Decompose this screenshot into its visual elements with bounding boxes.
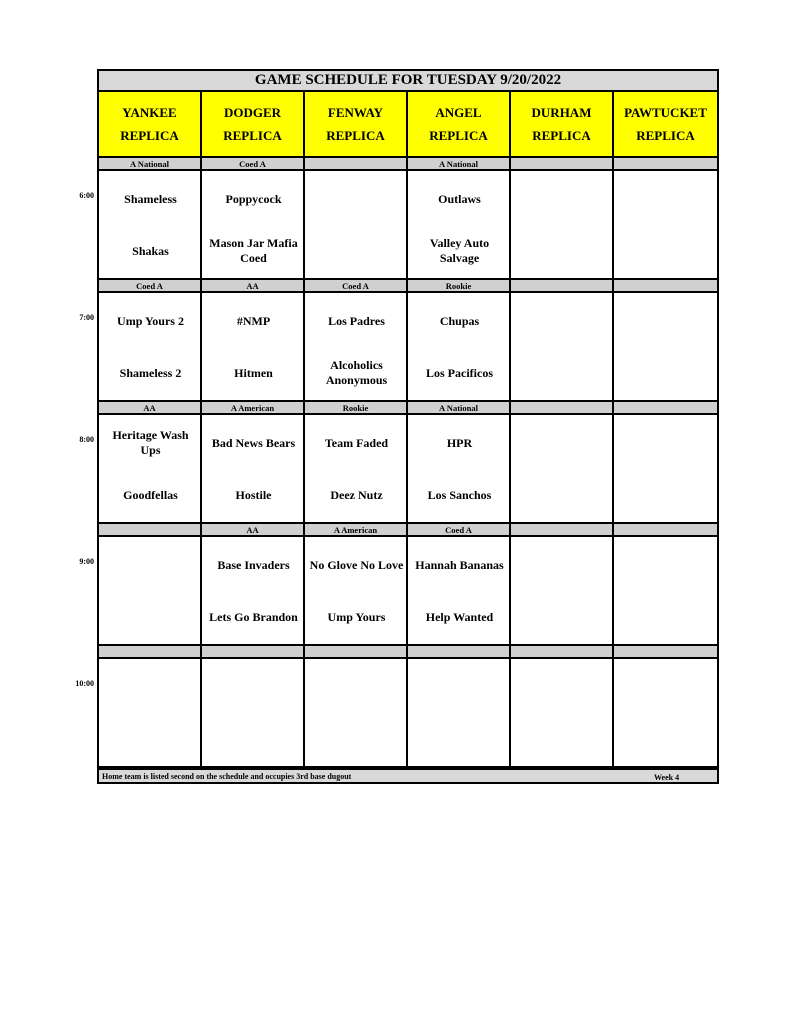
division-label: A National [408, 158, 511, 171]
division-label: Rookie [408, 280, 511, 293]
away-team [511, 183, 614, 215]
division-label: Coed A [99, 280, 202, 293]
home-team: Alcoholics Anonymous [325, 358, 388, 387]
home-team: Ump Yours [327, 609, 386, 624]
division-label: AA [202, 524, 305, 537]
away-team: Heritage Wash Ups [112, 428, 189, 457]
home-team: Hitmen [234, 365, 273, 380]
away-team [614, 305, 717, 337]
field-subtitle: REPLICA [120, 128, 179, 143]
division-label [511, 524, 614, 537]
division-label: AA [99, 402, 202, 415]
home-team [408, 723, 511, 755]
home-team [614, 357, 717, 389]
division-label [614, 158, 717, 171]
home-team: Shakas [132, 243, 169, 258]
home-team: Los Sanchos [427, 487, 492, 502]
division-label: Rookie [305, 402, 408, 415]
home-team [99, 601, 202, 633]
away-team: Hannah Bananas [415, 557, 504, 572]
division-label [305, 646, 408, 659]
field-subtitle: REPLICA [429, 128, 488, 143]
division-label [511, 158, 614, 171]
division-label [511, 402, 614, 415]
division-label [511, 280, 614, 293]
home-team [614, 601, 717, 633]
field-name: ANGEL [435, 105, 482, 120]
away-team [614, 549, 717, 581]
away-team [614, 671, 717, 703]
home-team [202, 723, 305, 755]
division-label [614, 646, 717, 659]
away-team: Los Padres [328, 313, 385, 328]
home-team [99, 723, 202, 755]
away-team [305, 671, 408, 703]
field-subtitle: REPLICA [326, 128, 385, 143]
home-team [614, 723, 717, 755]
away-team [99, 671, 202, 703]
home-team [511, 601, 614, 633]
division-label: Coed A [408, 524, 511, 537]
home-team: Hostile [235, 487, 272, 502]
home-team [511, 235, 614, 267]
division-label [614, 524, 717, 537]
division-label: Coed A [305, 280, 408, 293]
away-team [511, 671, 614, 703]
away-team: Base Invaders [217, 557, 290, 572]
division-label [99, 524, 202, 537]
away-team: No Glove No Love [309, 557, 404, 572]
field-name: YANKEE [122, 105, 177, 120]
field-name: FENWAY [327, 105, 384, 120]
home-team [511, 479, 614, 511]
division-label [614, 402, 717, 415]
footer-note: Home team is listed second on the schedule and occupies 3rd base dugout [99, 768, 717, 782]
division-label: A National [408, 402, 511, 415]
field-name: DURHAM [531, 105, 592, 120]
away-team [99, 549, 202, 581]
home-team [614, 479, 717, 511]
week-label: Week 4 [654, 773, 680, 782]
field-header [408, 92, 511, 158]
division-label [408, 646, 511, 659]
home-team: Mason Jar Mafia Coed [209, 236, 298, 265]
away-team [305, 183, 408, 215]
home-team [614, 235, 717, 267]
home-team [305, 723, 408, 755]
home-team: Deez Nutz [330, 487, 383, 502]
away-team [614, 183, 717, 215]
away-team [511, 427, 614, 459]
time-label: 8:00 [79, 435, 94, 444]
home-team [511, 357, 614, 389]
field-name: PAWTUCKET [624, 105, 707, 120]
home-team [511, 723, 614, 755]
away-team: Outlaws [438, 191, 481, 206]
away-team: Poppycock [225, 191, 282, 206]
away-team: Bad News Bears [211, 435, 296, 450]
schedule-sheet [97, 69, 719, 784]
away-team: Ump Yours 2 [117, 313, 184, 328]
division-label [614, 280, 717, 293]
division-label: A American [202, 402, 305, 415]
time-label: 10:00 [75, 679, 94, 688]
division-label [99, 646, 202, 659]
field-name: DODGER [223, 105, 282, 120]
away-team: #NMP [236, 313, 271, 328]
home-team: Lets Go Brandon [209, 609, 298, 624]
away-team [511, 549, 614, 581]
field-subtitle: REPLICA [223, 128, 282, 143]
away-team [511, 305, 614, 337]
time-label: 7:00 [79, 313, 94, 322]
away-team: Shameless [124, 191, 177, 206]
home-team: Goodfellas [123, 487, 178, 502]
field-subtitle: REPLICA [532, 128, 591, 143]
home-team: Valley Auto Salvage [429, 236, 490, 265]
field-header [305, 92, 408, 158]
schedule-title: GAME SCHEDULE FOR TUESDAY 9/20/2022 [99, 71, 717, 92]
division-label: A National [99, 158, 202, 171]
field-header [614, 92, 717, 158]
division-label [511, 646, 614, 659]
home-team: Shameless 2 [119, 365, 182, 380]
division-label: Coed A [202, 158, 305, 171]
away-team [614, 427, 717, 459]
field-header [202, 92, 305, 158]
field-header [99, 92, 202, 158]
division-label [202, 646, 305, 659]
home-team [305, 235, 408, 267]
time-label: 6:00 [79, 191, 94, 200]
home-team: Help Wanted [425, 609, 494, 624]
away-team: HPR [446, 435, 473, 450]
division-label: AA [202, 280, 305, 293]
division-label: A American [305, 524, 408, 537]
home-team: Los Pacificos [426, 365, 493, 380]
away-team: Chupas [439, 313, 480, 328]
field-subtitle: REPLICA [636, 128, 695, 143]
away-team [408, 671, 511, 703]
away-team: Team Faded [324, 435, 389, 450]
field-header [511, 92, 614, 158]
time-label: 9:00 [79, 557, 94, 566]
away-team [202, 671, 305, 703]
division-label [305, 158, 408, 171]
